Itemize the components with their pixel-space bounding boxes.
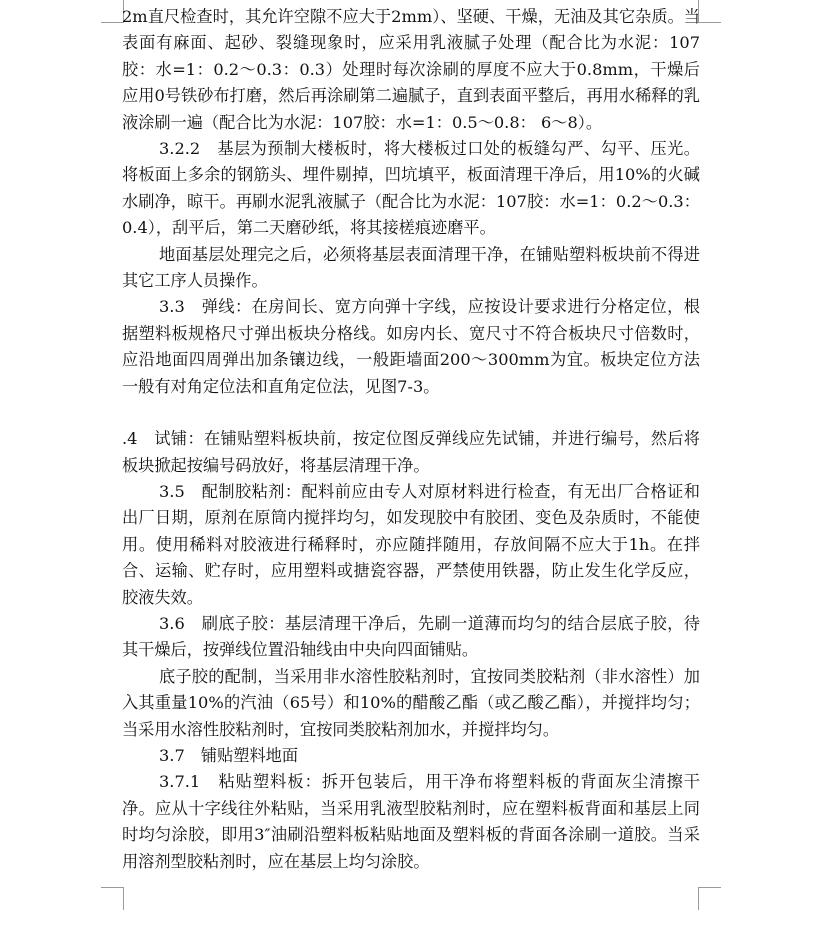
paragraph-4: 3.3 弹线：在房间长、宽方向弹十字线，应按设计要求进行分格定位，根据塑料板规格尺寸弹出板块分格线。如房内长、宽尺寸不符合板块尺寸倍数时，应沿地面四周弹出加条镶边线，一般距墙面200～300mm为宜。板块定位方法一般有对角定位法和直角定位法，见图7-3。	[122, 297, 700, 396]
paragraph-8: 底子胶的配制，当采用非水溶性胶粘剂时，宜按同类胶粘剂（非水溶性）加入其重量10%的汽油（65号）和10%的醋酸乙酯（或乙酸乙酯），并搅拌均匀；当采用水溶性胶粘剂时，宜按同类胶粘剂加水，并搅拌均匀。	[122, 666, 700, 739]
paragraph-7: 3.6 刷底子胶：基层清理干净后，先刷一道薄而均匀的结合层底子胶，待其干燥后，按弹线位置沿轴线由中央向四面铺贴。	[122, 613, 700, 660]
paragraph-1: 2m直尺检查时，其允许空隙不应大于2mm）、坚硬、干燥，无油及其它杂质。当表面有麻面、起砂、裂缝现象时，应采用乳液腻子处理（配合比为水泥：107胶：水=1：0.2～0.3：0.3）处理时每次涂刷的厚度不应大于0.8mm，干燥后应用0号铁砂布打磨，然后再涂刷第二遍腻子，直到表面平整后，再用水稀释的乳液涂刷一遍（配合比为水泥：107胶：水=1：0.5～0.8： 6～8）。	[122, 7, 700, 132]
paragraph-2: 3.2.2 基层为预制大楼板时，将大楼板过口处的板缝勾严、勾平、压光。将板面上多余的钢筋头、埋件剔掉，凹坑填平，板面清理干净后，用10%的火碱水刷净，晾干。再刷水泥乳液腻子（配合比为水泥：107胶：水=1：0.2～0.3：0.4），刮平后，第二天磨砂纸，将其接槎痕迹磨平。	[122, 139, 700, 238]
crop-mark-top-left	[101, 0, 124, 23]
paragraph-5: .4 试铺：在铺贴塑料板块前，按定位图反弹线应先试铺，并进行编号，然后将板块掀起按编号码放好，将基层清理干净。	[122, 429, 700, 475]
paragraph-10: 3.7.1 粘贴塑料板：拆开包装后，用干净布将塑料板的背面灰尘清擦干净。应从十字线往外粘贴，当采用乳液型胶粘剂时，应在塑料板背面和基层上同时均匀涂胶，即用3″油刷沿塑料板粘贴地面及塑料板的背面各涂刷一道胶。当采用溶剂型胶粘剂时，应在基层上均匀涂胶。	[122, 772, 700, 871]
section-heading-3-7: 3.7 铺贴塑料地面	[159, 745, 299, 765]
paragraph-gap	[122, 400, 700, 426]
crop-mark-bottom-left	[101, 887, 124, 910]
crop-mark-bottom-right	[698, 887, 721, 910]
document-body	[122, 4, 700, 875]
paragraph-6: 3.5 配制胶粘剂：配料前应由专人对原材料进行检查，有无出厂合格证和出厂日期，原剂在原筒内搅拌均匀，如发现胶中有胶团、变色及杂质时，不能使用。使用稀料对胶液进行稀释时，亦应随拌随用，存放间隔不应大于1h。在拌合、运输、贮存时，应用塑料或搪瓷容器，严禁使用铁器，防止发生化学反应，胶液失效。	[122, 481, 700, 607]
crop-mark-top-right	[698, 0, 721, 23]
paragraph-3: 地面基层处理完之后，必须将基层表面清理干净，在铺贴塑料板块前不得进其它工序人员操作。	[122, 244, 700, 291]
